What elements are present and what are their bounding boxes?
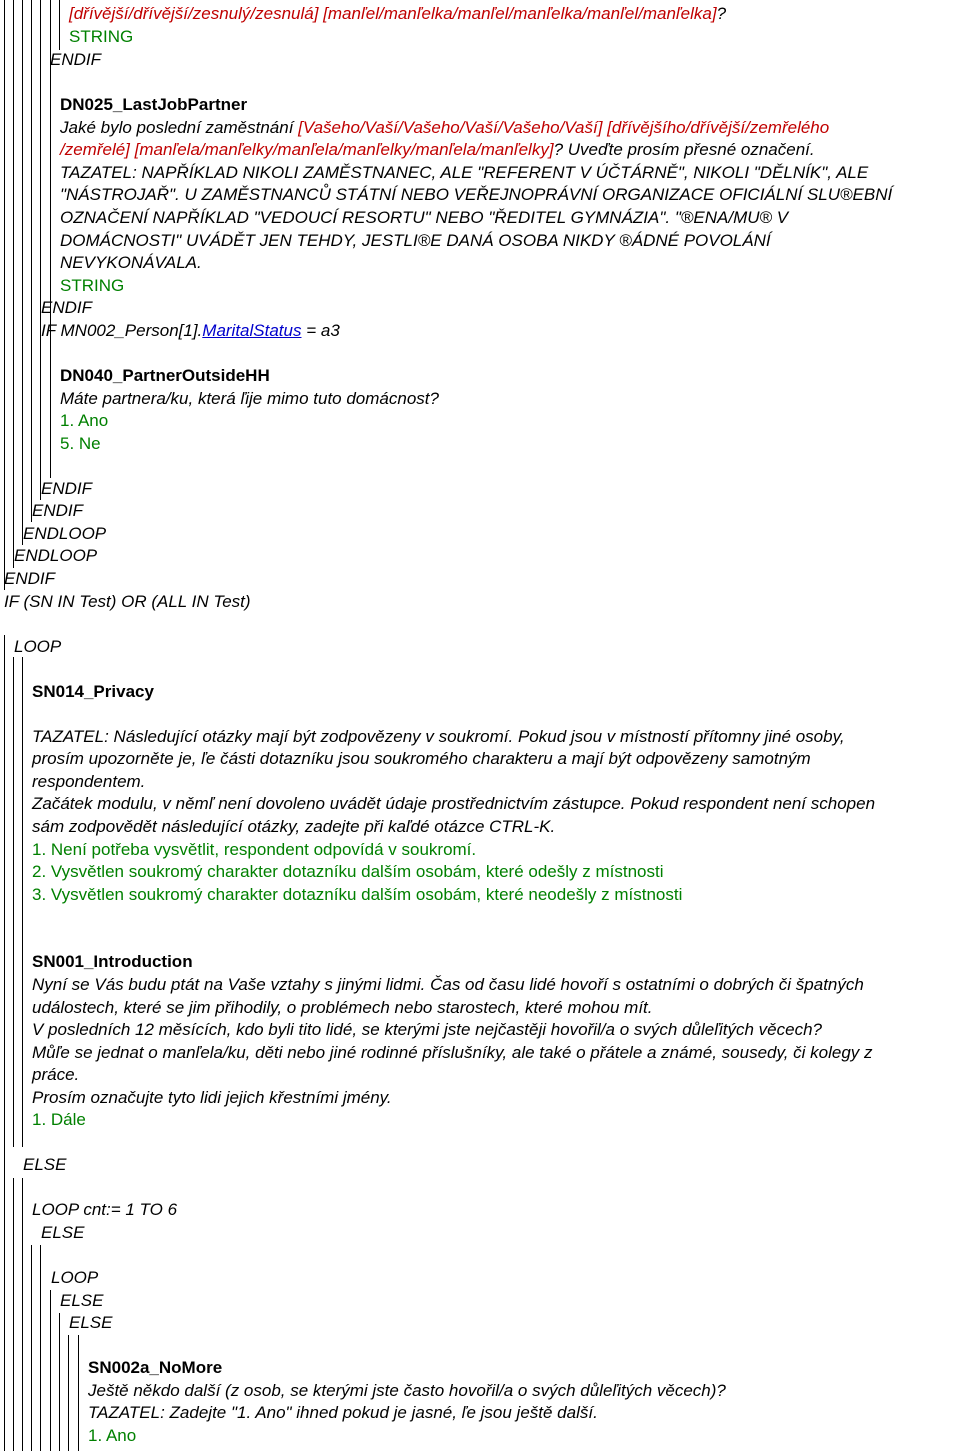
keyword-loop: LOOP	[14, 637, 62, 656]
question-text: sám zodpovědět následující otázky, zadejte při kaľdé otázce CTRL-K.	[32, 817, 556, 836]
nesting-rule	[68, 1335, 69, 1451]
nesting-rule	[13, 1178, 14, 1451]
question-mark: ?	[716, 4, 727, 23]
if-condition	[41, 320, 340, 343]
answer-option: 1. Není potřeba vysvětlit, respondent odpovídá v soukromí.	[32, 840, 477, 859]
question-text: Jaké bylo poslední zaměstnání	[60, 118, 299, 137]
nesting-rule	[40, 1245, 41, 1451]
keyword-loop: LOOP cnt:= 1 TO 6	[32, 1200, 178, 1219]
nesting-rule	[31, 0, 32, 522]
interviewer-instruction: TAZATEL: Zadejte "1. Ano" ihned pokud je jasné, ľe jsou ještě další.	[88, 1403, 598, 1422]
nesting-rule	[31, 1245, 32, 1451]
question-id: DN025_LastJobPartner	[60, 95, 248, 114]
keyword-endif: ENDIF	[41, 298, 92, 317]
keyword-endloop: ENDLOOP	[14, 546, 98, 565]
nesting-rule	[59, 1313, 60, 1451]
answer-option: 1. Ano	[60, 411, 109, 430]
if-condition: IF (SN IN Test) OR (ALL IN Test)	[4, 592, 251, 611]
question-text: událostech, které se jim přihodily, o problémech nebo starostech, které mohou mít.	[32, 998, 653, 1017]
question-text-line	[60, 117, 829, 140]
interviewer-instruction: TAZATEL: Následující otázky mají být zodpovězeny v soukromí. Pokud jsou v místností přítomny jiné osoby,	[32, 727, 845, 746]
interviewer-instruction: "NÁSTROJAŘ". U ZAMĚSTNANCŮ STÁTNÍ NEBO VEŘEJNOPRÁVNÍ ORGANIZACE OFICIÁLNÍ SLU®EBNÍ	[60, 185, 893, 204]
question-text: Máte partnera/ku, která ľije mimo tuto domácnost?	[60, 389, 439, 408]
question-text-line	[60, 139, 815, 162]
nesting-rule	[13, 0, 14, 568]
nesting-rule	[78, 1335, 79, 1451]
nesting-rule	[40, 0, 41, 500]
interviewer-instruction: DOMÁCNOSTI" UVÁDĚT JEN TEHDY, JESTLI®E DANÁ OSOBA NIKDY ®ÁDNÉ POVOLÁNÍ	[60, 231, 771, 250]
interviewer-instruction: NEVYKONÁVALA.	[60, 253, 202, 272]
question-text: práce.	[32, 1065, 80, 1084]
interviewer-instruction: respondentem.	[32, 772, 146, 791]
nesting-rule	[4, 635, 5, 1451]
nesting-rule	[50, 340, 51, 462]
nesting-rule	[50, 1290, 51, 1451]
question-id: SN001_Introduction	[32, 952, 193, 971]
question-text: Prosím označujte tyto lidi jejich křestními jmény.	[32, 1088, 392, 1107]
nesting-rule	[59, 0, 60, 50]
fill-text-line	[69, 3, 726, 26]
interviewer-instruction: TAZATEL: NAPŘÍKLAD NIKOLI ZAMĚSTNANEC, ALE "REFERENT V ÚČTÁRNĚ", NIKOLI "DĚLNÍK", ALE	[60, 163, 869, 182]
keyword-endif: ENDIF	[4, 569, 55, 588]
answer-option: 1. Dále	[32, 1110, 86, 1129]
keyword-else: ELSE	[60, 1291, 104, 1310]
condition-text: = a3	[301, 321, 340, 340]
condition-text: IF MN002_Person[1].	[41, 321, 203, 340]
maritalstatus-link[interactable]: MaritalStatus	[202, 321, 302, 340]
nesting-rule	[4, 0, 5, 590]
keyword-endloop: ENDLOOP	[23, 524, 107, 543]
text-fill: [dřívější/dřívější/zesnulý/zesnulá] [manľel/manľelka/manľel/manľelka/manľel/manľelka]	[69, 4, 717, 23]
keyword-loop: LOOP	[51, 1268, 99, 1287]
answer-option: 3. Vysvětlen soukromý charakter dotazníku dalším osobám, které neodešly z místnosti	[32, 885, 683, 904]
interviewer-instruction: OZNAČENÍ NAPŘÍKLAD "VEDOUCÍ RESORTU" NEBO "ŘEDITEL GYMNÁZIA". "®ENA/MU® V	[60, 208, 789, 227]
keyword-else: ELSE	[41, 1223, 85, 1242]
question-text: ? Uveďte prosím přesné označení.	[553, 140, 815, 159]
question-id: SN014_Privacy	[32, 682, 154, 701]
nesting-rule	[13, 657, 14, 1147]
question-id: DN040_PartnerOutsideHH	[60, 366, 270, 385]
answer-type: STRING	[60, 276, 125, 295]
question-text: Začátek modulu, v němľ není dovoleno uvádět údaje prostřednictvím zástupce. Pokud respondent není schopen	[32, 794, 876, 813]
keyword-else: ELSE	[23, 1155, 67, 1174]
interviewer-instruction: prosím upozorněte je, ľe části dotazníku jsou soukromého charakteru a mají být odpovězeny samotným	[32, 749, 811, 768]
keyword-else: ELSE	[69, 1313, 113, 1332]
keyword-endif: ENDIF	[41, 479, 92, 498]
answer-option: 2. Vysvětlen soukromý charakter dotazníku dalším osobám, které odešly z místnosti	[32, 862, 664, 881]
text-fill: /zemřelé] [manľela/manľelky/manľela/manľelky/manľela/manľelky]	[60, 140, 554, 159]
answer-option: 1. Ano	[88, 1426, 137, 1445]
keyword-endif: ENDIF	[50, 50, 101, 69]
nesting-rule	[22, 0, 23, 545]
question-text: Můľe se jednat o manľela/ku, děti nebo jiné rodinné příslušníky, ale také o přátele a známé, sousedy, či kolegy z	[32, 1043, 873, 1062]
question-text: Nyní se Vás budu ptát na Vaše vztahy s jinými lidmi. Čas od času lidé hovoří s ostatními o dobrých či špatných	[32, 975, 864, 994]
nesting-rule	[50, 82, 51, 282]
nesting-rule	[22, 1178, 23, 1451]
question-text: V posledních 12 měsících, kdo byli tito lidé, se kterými jste nejčastěji hovořil/a o svých důleľitých věcech?	[32, 1020, 822, 1039]
text-fill: [Vašeho/Vaší/Vašeho/Vaší/Vašeho/Vaší] [dřívějšího/dřívější/zemřelého	[298, 118, 830, 137]
keyword-endif: ENDIF	[32, 501, 83, 520]
answer-type: STRING	[69, 27, 134, 46]
answer-option: 5. Ne	[60, 434, 101, 453]
question-text: Ještě někdo další (z osob, se kterými jste často hovořil/a o svých důleľitých věcech)?	[88, 1381, 726, 1400]
question-id: SN002a_NoMore	[88, 1358, 223, 1377]
nesting-rule	[22, 657, 23, 1147]
